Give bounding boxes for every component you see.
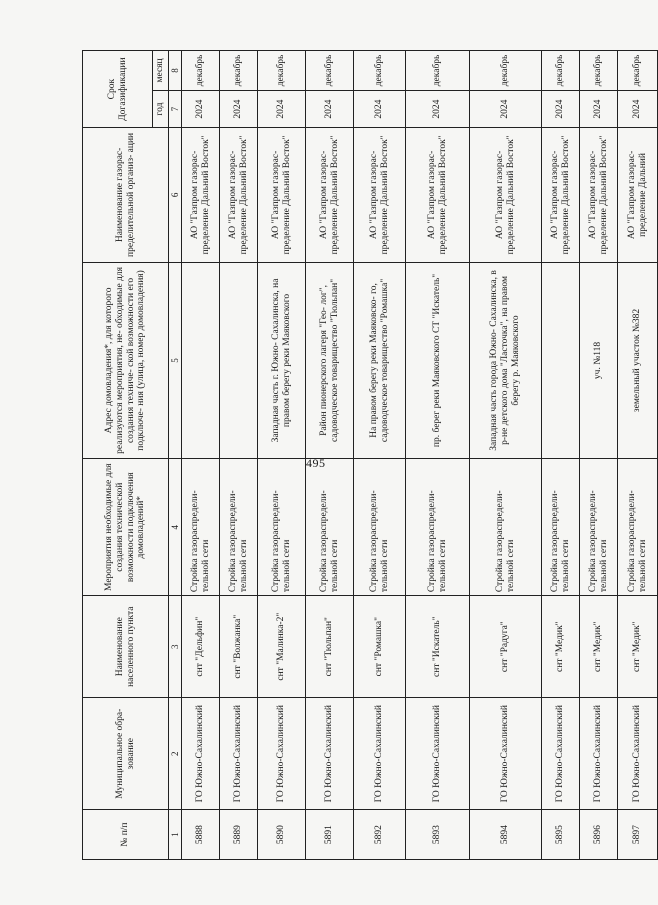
row-month: декабрь <box>220 51 258 91</box>
row-address: уч. №118 <box>580 262 618 459</box>
index-cell: 6 <box>169 128 182 262</box>
row-num: 5894 <box>470 810 542 860</box>
index-cell: 4 <box>169 459 182 596</box>
row-year: 2024 <box>220 90 258 127</box>
row-measures: Стройка газораспредели- тельной сети <box>542 459 580 596</box>
row-municipality: ГО Южно-Сахалинский <box>258 698 306 810</box>
table-row <box>580 51 618 860</box>
row-month: декабрь <box>618 51 658 91</box>
row-settlement: снт "Радуга" <box>470 596 542 698</box>
row-gdo: АО "Газпром газорас- пределение Дальний Восток" <box>470 128 542 262</box>
row-num: 5892 <box>354 810 406 860</box>
row-address: земельный участок №382 <box>618 262 658 459</box>
row-settlement: снт "Малинка-2" <box>258 596 306 698</box>
row-settlement: снт "Медик" <box>580 596 618 698</box>
row-measures: Стройка газораспредели- тельной сети <box>306 459 354 596</box>
table-row <box>542 51 580 860</box>
index-cell: 1 <box>169 810 182 860</box>
index-cell: 8 <box>169 51 182 91</box>
index-row <box>169 51 182 860</box>
row-year: 2024 <box>542 90 580 127</box>
row-address <box>182 262 220 459</box>
header-municipality: Муниципальное обра- зование <box>83 698 169 810</box>
table-row <box>354 51 406 860</box>
page-number: 495 <box>306 456 326 470</box>
row-year: 2024 <box>182 90 220 127</box>
row-year: 2024 <box>258 90 306 127</box>
row-year: 2024 <box>406 90 470 127</box>
header-month: месяц <box>153 51 169 91</box>
table-row <box>470 51 542 860</box>
document-table-rotated <box>82 50 648 860</box>
row-num: 5889 <box>220 810 258 860</box>
row-settlement: снт "Искатель" <box>406 596 470 698</box>
row-num: 5888 <box>182 810 220 860</box>
row-gdo: АО "Газпром газорас- пределение Дальний Восток" <box>306 128 354 262</box>
row-month: декабрь <box>306 51 354 91</box>
row-gdo: АО "Газпром газорас- пределение Дальний Восток" <box>220 128 258 262</box>
table-row <box>306 51 354 860</box>
row-gdo: АО "Газпром газорас- пределение Дальний Восток" <box>354 128 406 262</box>
row-num: 5893 <box>406 810 470 860</box>
header-measures: Мероприятия необходимые для создания технической возможности подключения домовладений* <box>83 459 169 596</box>
row-municipality: ГО Южно-Сахалинский <box>470 698 542 810</box>
row-month: декабрь <box>258 51 306 91</box>
row-month: декабрь <box>470 51 542 91</box>
row-year: 2024 <box>470 90 542 127</box>
row-settlement: снт "Дельфин" <box>182 596 220 698</box>
row-num: 5891 <box>306 810 354 860</box>
row-settlement: снт "Медик" <box>618 596 658 698</box>
row-measures: Стройка газораспредели- тельной сети <box>618 459 658 596</box>
row-address <box>220 262 258 459</box>
row-gdo: АО "Газпром газорас- пределение Дальний Восток" <box>580 128 618 262</box>
row-num: 5896 <box>580 810 618 860</box>
table-row <box>618 51 658 860</box>
header-deadline: Срок Догазификации <box>83 51 153 128</box>
row-num: 5897 <box>618 810 658 860</box>
header-num: № п/п <box>83 810 169 860</box>
row-year: 2024 <box>580 90 618 127</box>
row-municipality: ГО Южно-Сахалинский <box>220 698 258 810</box>
row-address: пр. берег реки Маяковского СТ "Искатель" <box>406 262 470 459</box>
row-month: декабрь <box>580 51 618 91</box>
row-municipality: ГО Южно-Сахалинский <box>406 698 470 810</box>
row-gdo: АО "Газпром газорас- пределение Дальний Восток" <box>258 128 306 262</box>
row-year: 2024 <box>306 90 354 127</box>
index-cell: 5 <box>169 262 182 459</box>
row-address: Район пионерского лагеря "Гео- лог", садоводческое товарищество "Тюльпан" <box>306 262 354 459</box>
header-address: Адрес домовладения*, для которого реализуются мероприятия, не- обходимые для создания техниче- ской возможности его подключе- ния (улица, номер домовладения) <box>83 262 169 459</box>
row-year: 2024 <box>354 90 406 127</box>
index-cell: 2 <box>169 698 182 810</box>
row-num: 5890 <box>258 810 306 860</box>
row-address <box>542 262 580 459</box>
table-row <box>220 51 258 860</box>
row-measures: Стройка газораспредели- тельной сети <box>580 459 618 596</box>
table-row <box>406 51 470 860</box>
row-month: декабрь <box>354 51 406 91</box>
row-measures: Стройка газораспредели- тельной сети <box>406 459 470 596</box>
row-address: Западная часть города Южно- Сахалинска, в р-не детского дома "Ласточка", на правом берегу р. Маяковского <box>470 262 542 459</box>
row-measures: Стройка газораспредели- тельной сети <box>182 459 220 596</box>
row-municipality: ГО Южно-Сахалинский <box>580 698 618 810</box>
row-municipality: ГО Южно-Сахалинский <box>354 698 406 810</box>
row-month: декабрь <box>406 51 470 91</box>
header-year: год <box>153 90 169 127</box>
table-row <box>182 51 220 860</box>
row-address: На правом берегу реки Маяковско- го, садоводческое товарищество "Ромашка" <box>354 262 406 459</box>
row-settlement: снт "Ромашка" <box>354 596 406 698</box>
row-settlement: снт "Тюльпан" <box>306 596 354 698</box>
index-cell: 7 <box>169 90 182 127</box>
header-settlement: Наименование населенного пункта <box>83 596 169 698</box>
row-measures: Стройка газораспредели- тельной сети <box>220 459 258 596</box>
row-municipality: ГО Южно-Сахалинский <box>618 698 658 810</box>
gasification-table <box>82 50 658 860</box>
row-month: декабрь <box>542 51 580 91</box>
row-year: 2024 <box>618 90 658 127</box>
row-address: Западная часть г. Южно- Сахалинска, на правом берегу реки Маяковского <box>258 262 306 459</box>
row-gdo: АО "Газпром газорас- пределение Дальний Восток" <box>406 128 470 262</box>
row-settlement: снт "Волжанка" <box>220 596 258 698</box>
row-gdo: АО "Газпром газорас- пределение Дальний <box>618 128 658 262</box>
row-municipality: ГО Южно-Сахалинский <box>182 698 220 810</box>
row-municipality: ГО Южно-Сахалинский <box>542 698 580 810</box>
row-measures: Стройка газораспредели- тельной сети <box>470 459 542 596</box>
index-cell: 3 <box>169 596 182 698</box>
row-measures: Стройка газораспредели- тельной сети <box>258 459 306 596</box>
row-num: 5895 <box>542 810 580 860</box>
row-municipality: ГО Южно-Сахалинский <box>306 698 354 810</box>
row-month: декабрь <box>182 51 220 91</box>
row-settlement: снт "Медик" <box>542 596 580 698</box>
row-measures: Стройка газораспредели- тельной сети <box>354 459 406 596</box>
header-gdo: Наименование газорас- пределительной организ- ации <box>83 128 169 262</box>
row-gdo: АО "Газпром газорас- пределение Дальний Восток" <box>542 128 580 262</box>
table-row <box>258 51 306 860</box>
row-gdo: АО "Газпром газорас- пределение Дальний Восток" <box>182 128 220 262</box>
